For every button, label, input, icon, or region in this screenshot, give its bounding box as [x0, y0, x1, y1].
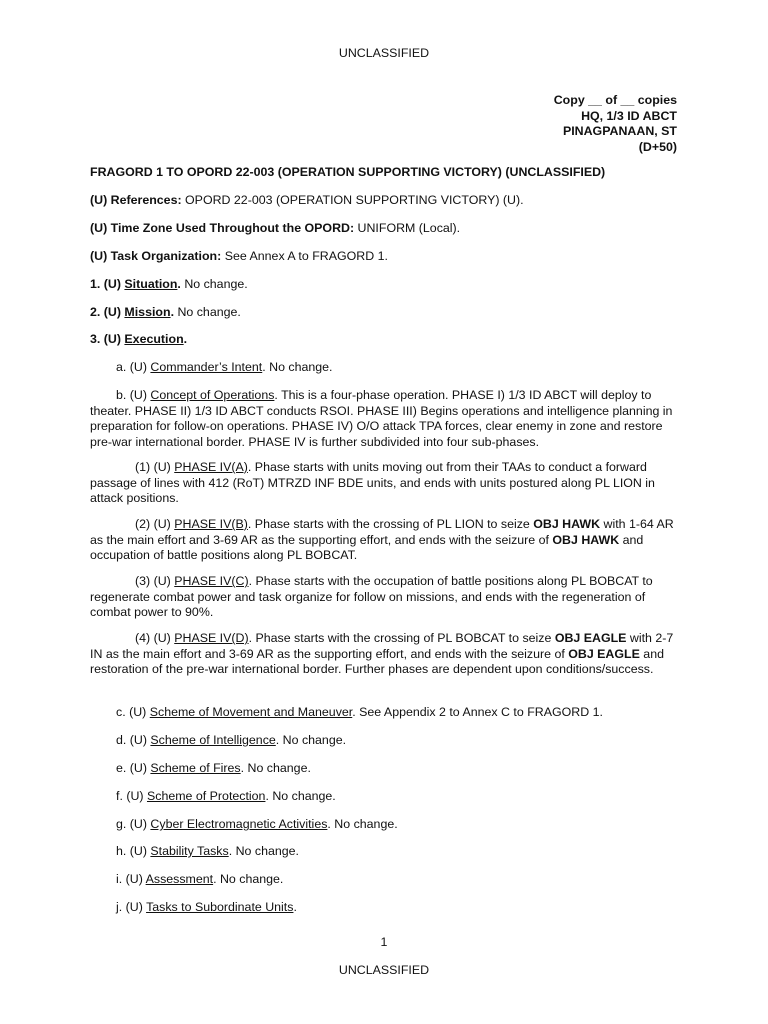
phase-iv-b-prefix: (2) (U) [135, 517, 175, 531]
paragraph-b-text: . This is a four-phase operation. PHASE I) 1/3 ID ABCT will deploy to theater. PHASE II) 1/3 ID ABCT conducts RSOI. PHASE III) Begins operations and intelligence planning in preparation for follow-on operations. PHASE IV) O/O attack TPA forces, clear enemy in zone and restore pre-war international border. PHASE IV is further subdivided into four sub-phases. [90, 388, 673, 449]
scheme-of-movement-heading: Scheme of Movement and Maneuver [149, 705, 353, 719]
phase-iv-b-text: and occupation of battle positions along PL BOBCAT. [90, 532, 644, 563]
paragraph-j-prefix: j. (U) [116, 900, 147, 914]
tasks-to-subordinate-units-heading: Tasks to Subordinate Units [146, 900, 294, 914]
phase-iv-a-heading: PHASE IV(A) [174, 460, 248, 474]
phase-iv-b-text: with 1-64 AR as the main effort and 3-69 AR as the supporting effort, and ends with the seizure of [90, 517, 674, 547]
phase-iv-b-paragraph [90, 517, 678, 564]
execution-number: 3. (U) [90, 332, 125, 346]
execution-heading: Execution [124, 332, 184, 346]
paragraph-i-prefix: i. (U) [116, 872, 146, 886]
paragraph-f-prefix: f. (U) [116, 789, 147, 803]
copy-line: Copy __ of __ copies [553, 93, 677, 107]
page-number: 1 [380, 935, 388, 949]
paragraph-f [90, 789, 678, 805]
paragraph-c [90, 705, 678, 721]
paragraph-j-text: . [293, 900, 297, 914]
paragraph-h-prefix: h. (U) [116, 844, 151, 858]
references-label: (U) References: [90, 193, 182, 207]
mission-heading: Mission [124, 305, 171, 319]
paragraph-j [90, 900, 678, 916]
assessment-heading: Assessment [145, 872, 214, 886]
paragraph-c-text: . See Appendix 2 to Annex C to FRAGORD 1. [352, 705, 603, 719]
scheme-of-intelligence-heading: Scheme of Intelligence [150, 733, 276, 747]
paragraph-g-text: . No change. [327, 817, 398, 831]
phase-iv-c-heading: PHASE IV(C) [174, 574, 249, 588]
situation-heading: Situation [124, 277, 178, 291]
objective-eagle: OBJ EAGLE [554, 631, 627, 645]
mission-text: No change. [174, 305, 241, 319]
objective-eagle: OBJ EAGLE [568, 646, 640, 661]
phase-iv-d-text: and restoration of the pre-war international border. Further phases are dependent upon conditions/success. [90, 646, 664, 677]
cyber-activities-heading: Cyber Electromagnetic Activities [150, 817, 328, 831]
time-zone-line [90, 221, 678, 237]
paragraph-a-text: . No change. [262, 360, 333, 374]
location-line: PINAGPANAAN, ST [562, 124, 677, 139]
scheme-of-protection-heading: Scheme of Protection [146, 789, 266, 803]
document-title: FRAGORD 1 TO OPORD 22-003 (OPERATION SUPPORTING VICTORY) (UNCLASSIFIED) [90, 165, 606, 179]
paragraph-a [90, 360, 678, 376]
execution-line: 3. (U) Execution. [90, 332, 188, 346]
objective-hawk: OBJ HAWK [552, 532, 620, 547]
paragraph-c-prefix: c. (U) [116, 705, 150, 719]
task-organization-line [90, 249, 678, 265]
scheme-of-fires-heading: Scheme of Fires [150, 761, 241, 775]
situation-line: 1. (U) Situation. No change. [90, 277, 248, 291]
phase-iv-a-prefix: (1) (U) [135, 460, 175, 474]
paragraph-d [90, 733, 678, 749]
phase-iv-d-prefix: (4) (U) [135, 631, 175, 645]
phase-iv-d-paragraph [90, 631, 678, 678]
paragraph-e-text: . No change. [240, 761, 311, 775]
phase-iv-b-heading: PHASE IV(B) [174, 517, 248, 531]
phase-iv-a-paragraph [90, 460, 678, 507]
footer-classification: UNCLASSIFIED [338, 963, 430, 977]
paragraph-f-text: . No change. [265, 789, 336, 803]
stability-tasks-heading: Stability Tasks [150, 844, 229, 858]
paragraph-b [90, 388, 678, 450]
phase-iv-d-text: with 2-7 IN as the main effort and 3-69 AR as the supporting effort, and ends with the seizure of [90, 631, 674, 661]
phase-iv-b-text: . Phase starts with the crossing of PL LION to seize [247, 517, 534, 531]
references-line [90, 193, 678, 209]
paragraph-h [90, 844, 678, 860]
references-text: OPORD 22-003 (OPERATION SUPPORTING VICTORY) (U). [181, 193, 524, 207]
objective-hawk: OBJ HAWK [533, 517, 601, 531]
situation-number: 1. (U) [90, 277, 125, 291]
phase-iv-a-text: . Phase starts with units moving out from their TAAs to conduct a forward passage of lines with 412 (RoT) MTRZD INF BDE units, and ends with units postured along PL LION in attack positions. [90, 460, 655, 506]
paragraph-a-prefix: a. (U) [116, 360, 151, 374]
date-line: (D+50) [638, 139, 677, 154]
paragraph-d-prefix: d. (U) [116, 733, 151, 747]
header-classification: UNCLASSIFIED [338, 46, 430, 60]
mission-number: 2. (U) [90, 305, 125, 319]
commanders-intent-heading: Commander’s Intent [150, 360, 263, 374]
paragraph-g [90, 817, 678, 833]
paragraph-i-text: . No change. [213, 872, 284, 886]
phase-iv-c-paragraph [90, 574, 678, 621]
phase-iv-c-prefix: (3) (U) [135, 574, 175, 588]
headquarters-line: HQ, 1/3 ID ABCT [581, 108, 677, 123]
time-zone-text: UNIFORM (Local). [354, 221, 461, 235]
task-organization-text: See Annex A to FRAGORD 1. [221, 249, 388, 263]
paragraph-h-text: . No change. [228, 844, 299, 858]
concept-of-operations-heading: Concept of Operations [150, 388, 275, 402]
task-organization-label: (U) Task Organization: [90, 249, 222, 263]
paragraph-e [90, 761, 678, 777]
phase-iv-c-text: . Phase starts with the occupation of battle positions along PL BOBCAT to regenerate combat power and task organize for follow on missions, and ends with the regeneration of combat power to 90%. [90, 574, 653, 620]
paragraph-b-prefix: b. (U) [116, 388, 151, 402]
time-zone-label: (U) Time Zone Used Throughout the OPORD: [90, 221, 355, 235]
paragraph-i [90, 872, 678, 888]
paragraph-e-prefix: e. (U) [116, 761, 151, 775]
paragraph-d-text: . No change. [275, 733, 347, 747]
phase-iv-d-heading: PHASE IV(D) [174, 631, 249, 645]
mission-line: 2. (U) Mission. No change. [90, 305, 241, 319]
situation-text: No change. [180, 277, 248, 291]
phase-iv-d-text: . Phase starts with the crossing of PL BOBCAT to seize [248, 631, 555, 645]
copy-block [554, 93, 677, 155]
paragraph-g-prefix: g. (U) [116, 817, 151, 831]
